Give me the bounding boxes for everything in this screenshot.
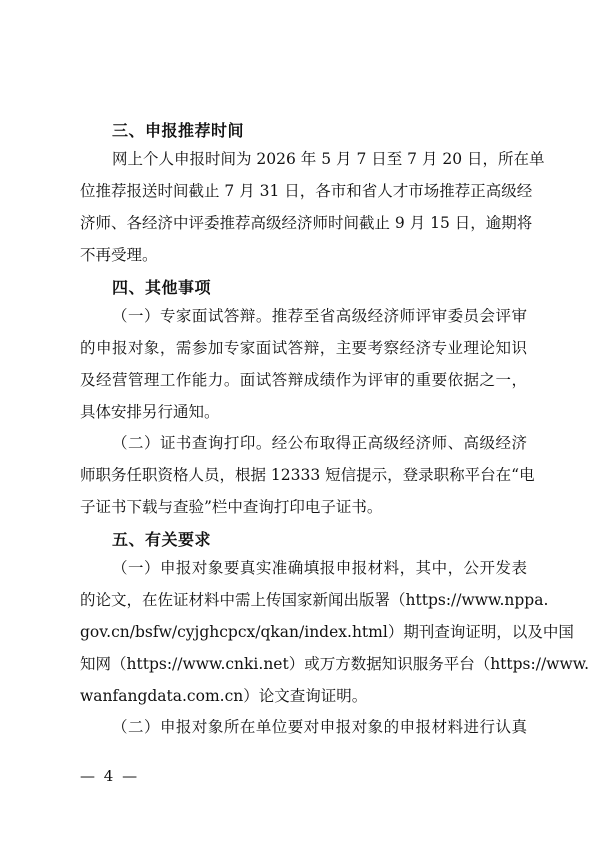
page-number: — 4 — [80,767,140,785]
paragraph-line: （一）专家面试答辩。推荐至省高级经济师评审委员会评审 [112,307,527,325]
paragraph-line: 网上个人申报时间为 2026 年 5 月 7 日至 7 月 20 日，所在单 [112,150,545,168]
section-heading-other-matters: 四、其他事项 [112,278,212,297]
paragraph-line: gov.cn/bsfw/cyjghcpcx/qkan/index.html）期刊查询证明，以及中国 [80,623,574,641]
paragraph-line: wanfangdata.com.cn）论文查询证明。 [80,687,368,705]
paragraph-line: 济师、各经济中评委推荐高级经济师时间截止 9 月 15 日，逾期将 [80,214,533,232]
paragraph-line: （二）证书查询打印。经公布取得正高级经济师、高级经济 [112,434,527,452]
paragraph-line: 的申报对象，需参加专家面试答辩，主要考察经济专业理论知识 [80,339,527,357]
section-heading-requirements: 五、有关要求 [112,530,212,549]
paragraph-line: 子证书下载与查验”栏中查询打印电子证书。 [80,498,383,516]
paragraph-line: 位推荐报送时间截止 7 月 31 日，各市和省人才市场推荐正高级经 [80,182,533,200]
paragraph-line: （二）申报对象所在单位要对申报对象的申报材料进行认真 [112,718,527,736]
paragraph-line: 不再受理。 [80,246,158,264]
paragraph-line: 及经营管理工作能力。面试答辩成绩作为评审的重要依据之一， [80,371,527,389]
section-heading-submission-time: 三、申报推荐时间 [112,121,245,140]
paragraph-line: 具体安排另行通知。 [80,403,220,421]
paragraph-line: 师职务任职资格人员，根据 12333 短信提示，登录职称平台在“电 [80,466,535,484]
paragraph-line: （一）申报对象要真实准确填报申报材料，其中，公开发表 [112,559,527,577]
paragraph-line: 的论文，在佐证材料中需上传国家新闻出版署（https://www.nppa. [80,591,549,609]
paragraph-line: 知网（https://www.cnki.net）或万方数据知识服务平台（https://www. [80,655,590,673]
